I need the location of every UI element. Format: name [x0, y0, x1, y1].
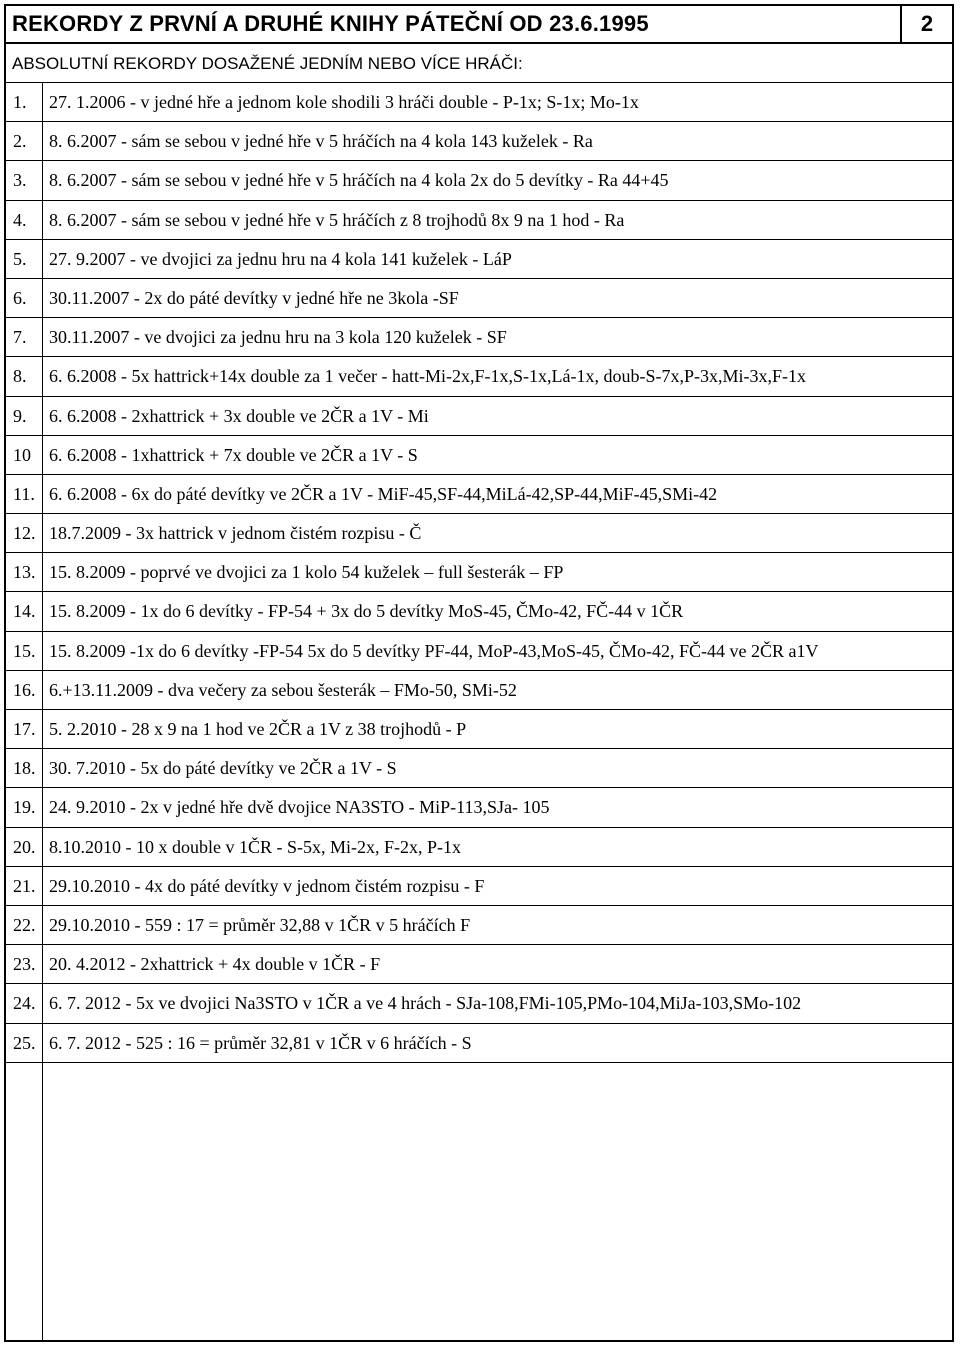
page-number: 2: [900, 6, 952, 42]
record-text: 29.10.2010 - 559 : 17 = průměr 32,88 v 1ČR v 5 hráčích F: [49, 914, 471, 935]
record-text: 6.+13.11.2009 - dva večery za sebou šesterák – FMo-50, SMi-52: [49, 679, 517, 700]
table-row: [6, 161, 952, 200]
record-text: 8. 6.2007 - sám se sebou v jedné hře v 5 hráčích z 8 trojhodů 8x 9 na 1 hod - Ra: [49, 209, 625, 230]
table-row: [6, 710, 952, 749]
record-text: 18.7.2009 - 3x hattrick v jednom čistém rozpisu - Č: [49, 523, 422, 544]
record-number: 5.: [13, 248, 27, 269]
record-text: 15. 8.2009 - poprvé ve dvojici za 1 kolo 54 kuželek – full šesterák – FP: [49, 562, 564, 583]
record-text: 29.10.2010 - 4x do páté devítky v jednom čistém rozpisu - F: [49, 875, 485, 896]
table-row: [6, 357, 952, 396]
record-number: 19.: [13, 797, 36, 818]
table-row: [6, 397, 952, 436]
record-number: 15.: [13, 640, 36, 661]
table-row: [6, 945, 952, 984]
table-row: [6, 83, 952, 122]
table-row: [6, 122, 952, 161]
section-heading: ABSOLUTNÍ REKORDY DOSAŽENÉ JEDNÍM NEBO VÍCE HRÁČI:: [12, 54, 523, 73]
record-number: 12.: [13, 523, 36, 544]
record-number: 6.: [13, 287, 27, 308]
record-text: 30.11.2007 - ve dvojici za jednu hru na 3 kola 120 kuželek - SF: [49, 327, 507, 348]
record-text: 6. 6.2008 - 1xhattrick + 7x double ve 2ČR a 1V - S: [49, 444, 418, 465]
record-number: 25.: [13, 1032, 36, 1053]
record-number: 3.: [13, 170, 27, 191]
table-row: [6, 514, 952, 553]
table-row: [6, 240, 952, 279]
record-text: 6. 7. 2012 - 525 : 16 = průměr 32,81 v 1ČR v 6 hráčích - S: [49, 1032, 472, 1053]
record-number: 23.: [13, 954, 36, 975]
record-number: 18.: [13, 758, 36, 779]
record-number: 16.: [13, 679, 36, 700]
table-row: [6, 592, 952, 631]
table-row: [6, 749, 952, 788]
record-text: 24. 9.2010 - 2x v jedné hře dvě dvojice NA3STO - MiP-113,SJa- 105: [49, 797, 550, 818]
table-row: [6, 906, 952, 945]
table-row: [6, 788, 952, 827]
record-number: 9.: [13, 405, 27, 426]
record-text: 30.11.2007 - 2x do páté devítky v jedné hře ne 3kola -SF: [49, 287, 459, 308]
table-row: [6, 318, 952, 357]
record-text: 8.10.2010 - 10 x double v 1ČR - S-5x, Mi-2x, F-2x, P-1x: [49, 836, 462, 857]
table-row: [6, 984, 952, 1023]
record-number: 13.: [13, 562, 36, 583]
record-number: 24.: [13, 993, 36, 1014]
record-text: 6. 6.2008 - 6x do páté devítky ve 2ČR a 1V - MiF-45,SF-44,MiLá-42,SP-44,MiF-45,SMi-42: [49, 483, 718, 504]
record-text: 15. 8.2009 - 1x do 6 devítky - FP-54 + 3x do 5 devítky MoS-45, ČMo-42, FČ-44 v 1ČR: [49, 601, 684, 622]
record-number: 14.: [13, 601, 36, 622]
record-number: 11.: [13, 483, 35, 504]
table-row: [6, 1024, 952, 1063]
record-number: 8.: [13, 366, 27, 387]
record-number: 21.: [13, 875, 36, 896]
record-text: 6. 7. 2012 - 5x ve dvojici Na3STO v 1ČR a ve 4 hrách - SJa-108,FMi-105,PMo-104,MiJa-103,SMo-102: [49, 993, 802, 1014]
record-number: 4.: [13, 209, 27, 230]
record-number: 22.: [13, 914, 36, 935]
header-row: [6, 6, 952, 44]
record-number: 2.: [13, 131, 27, 152]
table-row: [6, 553, 952, 592]
records-table: [6, 83, 952, 1063]
table-row: [6, 279, 952, 318]
record-text: 5. 2.2010 - 28 x 9 na 1 hod ve 2ČR a 1V z 38 trojhodů - P: [49, 719, 467, 739]
record-text: 6. 6.2008 - 5x hattrick+14x double za 1 večer - hatt-Mi-2x,F-1x,S-1x,Lá-1x, doub-S-7x,P-3x,Mi-3x,F-1x: [49, 366, 807, 387]
table-row: [6, 671, 952, 710]
record-text: 15. 8.2009 -1x do 6 devítky -FP-54 5x do 5 devítky PF-44, MoP-43,MoS-45, ČMo-42, FČ-44 ve 2ČR a1V: [49, 640, 819, 661]
record-text: 27. 9.2007 - ve dvojici za jednu hru na 4 kola 141 kuželek - LáP: [49, 248, 512, 269]
section-heading-row: [6, 44, 952, 83]
record-number: 1.: [13, 92, 27, 112]
page-title: REKORDY Z PRVNÍ A DRUHÉ KNIHY PÁTEČNÍ OD 23.6.1995: [12, 11, 649, 36]
table-row: [6, 201, 952, 240]
record-text: 20. 4.2012 - 2xhattrick + 4x double v 1ČR - F: [49, 954, 381, 975]
record-text: 27. 1.2006 - v jedné hře a jednom kole shodili 3 hráči double - P-1x; S-1x; Mo-1x: [49, 92, 639, 112]
record-text: 8. 6.2007 - sám se sebou v jedné hře v 5 hráčích na 4 kola 143 kuželek - Ra: [49, 131, 593, 152]
record-number: 7.: [13, 327, 27, 348]
record-text: 6. 6.2008 - 2xhattrick + 3x double ve 2ČR a 1V - Mi: [49, 405, 429, 426]
record-text: 8. 6.2007 - sám se sebou v jedné hře v 5 hráčích na 4 kola 2x do 5 devítky - Ra 44+45: [49, 170, 669, 191]
table-row: [6, 475, 952, 514]
table-row: [6, 867, 952, 906]
record-number: 20.: [13, 836, 36, 857]
table-row: [6, 828, 952, 867]
table-row: [6, 632, 952, 671]
record-number: 10: [13, 444, 31, 465]
table-row: [6, 436, 952, 475]
record-text: 30. 7.2010 - 5x do páté devítky ve 2ČR a 1V - S: [49, 758, 397, 779]
records-sheet: [4, 4, 954, 1342]
record-number: 17.: [13, 719, 36, 739]
